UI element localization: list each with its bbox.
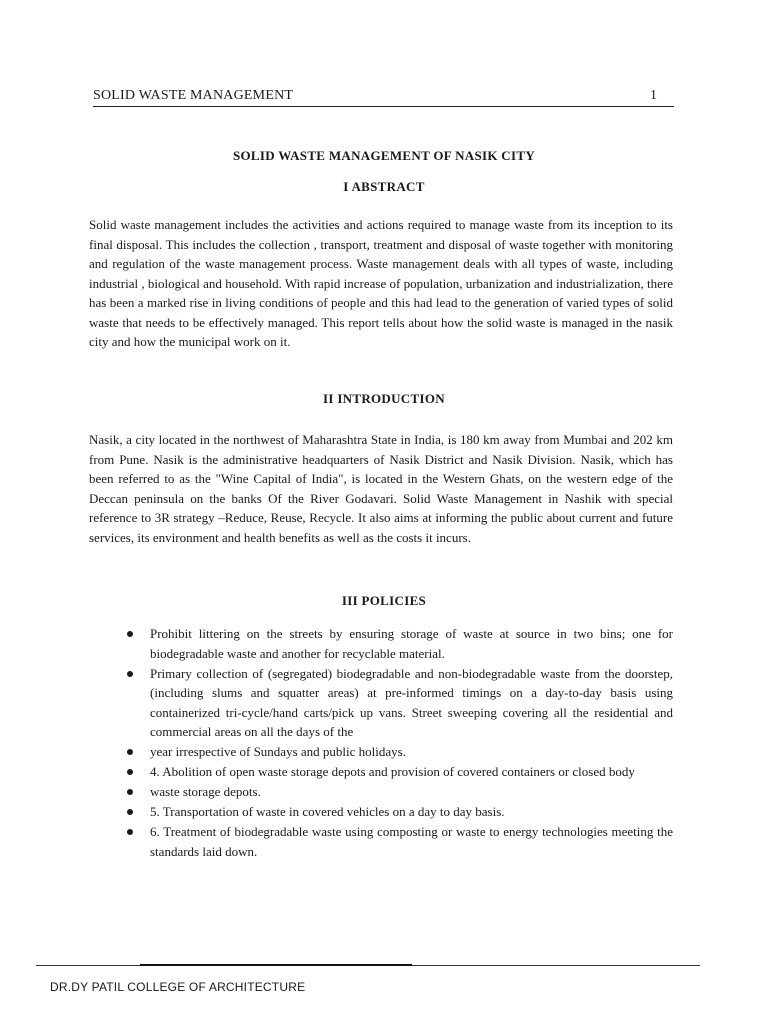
policies-heading: III POLICIES — [341, 593, 427, 608]
bullet-icon — [127, 809, 133, 815]
policy-item — [150, 822, 673, 861]
page-header — [93, 88, 674, 107]
policy-item-text: year irrespective of Sundays and public holidays. — [150, 744, 406, 759]
header-title: SOLID WASTE MANAGEMENT — [93, 88, 294, 103]
policy-item — [150, 742, 673, 762]
abstract-heading: I ABSTRACT — [343, 179, 425, 194]
policy-item-text: 4. Abolition of open waste storage depots and provision of covered containers or closed body — [150, 764, 635, 779]
document-title: SOLID WASTE MANAGEMENT OF NASIK CITY — [232, 148, 536, 163]
policy-item-text: Primary collection of (segregated) biodegradable and non-biodegradable waste from the doorstep, (including slums and squatter areas) at pre-informed timings on a day-to-day basis using containerized tri-cycle/hand carts/pick up vans. Street sweeping covering all the residential and commercial areas on all the days of the — [150, 665, 673, 739]
bullet-icon — [127, 829, 133, 835]
bullet-icon — [127, 789, 133, 795]
policy-item — [150, 624, 673, 663]
policy-item-text: waste storage depots. — [150, 784, 261, 799]
bullet-icon — [127, 671, 133, 677]
policy-item — [150, 762, 673, 782]
bullet-icon — [127, 769, 133, 775]
policy-item-text: 6. Treatment of biodegradable waste using composting or waste to energy technologies meeting the standards laid down. — [150, 824, 673, 859]
bullet-icon — [127, 631, 133, 637]
policy-item-text: 5. Transportation of waste in covered vehicles on a day to day basis. — [150, 804, 505, 819]
introduction-heading: II INTRODUCTION — [323, 391, 445, 406]
footer-divider-accent — [140, 964, 412, 966]
policies-list — [150, 624, 673, 862]
introduction-paragraph: Nasik, a city located in the northwest of Maharashtra State in India, is 180 km away from Mumbai and 202 km from Pune. Nasik is the administrative headquarters of Nasik District and Nasik Division. Nasik, which has been referred to as the "Wine Capital of India", is located in the Western Ghats, on the western edge of the Deccan peninsula on the banks Of the River Godavari. Solid Waste Management in Nashik with special reference to 3R strategy –Reduce, Reuse, Recycle. It also aims at informing the public about current and future services, its environment and health benefits as well as the costs it incurs. — [89, 432, 673, 545]
page-number: 1 — [650, 88, 657, 103]
policy-item — [150, 782, 673, 802]
footer-text: DR.DY PATIL COLLEGE OF ARCHITECTURE — [50, 980, 306, 994]
policy-item — [150, 802, 673, 822]
abstract-paragraph: Solid waste management includes the activities and actions required to manage waste from its inception to its final disposal. This includes the collection , transport, treatment and disposal of waste together with monitoring and regulation of the waste management process. Waste management deals with all types of waste, including industrial , biological and household. With rapid increase of population, urbanization and industrialization, there has been a marked rise in living conditions of people and this had lead to the generation of varied types of solid waste that needs to be effectively managed. This report tells about how the solid waste is managed in the nasik city and how the municipal work on it. — [89, 217, 673, 349]
bullet-icon — [127, 749, 133, 755]
policy-item-text: Prohibit littering on the streets by ensuring storage of waste at source in two bins; one for biodegradable waste and another for recyclable material. — [150, 626, 673, 661]
policy-item — [150, 664, 673, 742]
